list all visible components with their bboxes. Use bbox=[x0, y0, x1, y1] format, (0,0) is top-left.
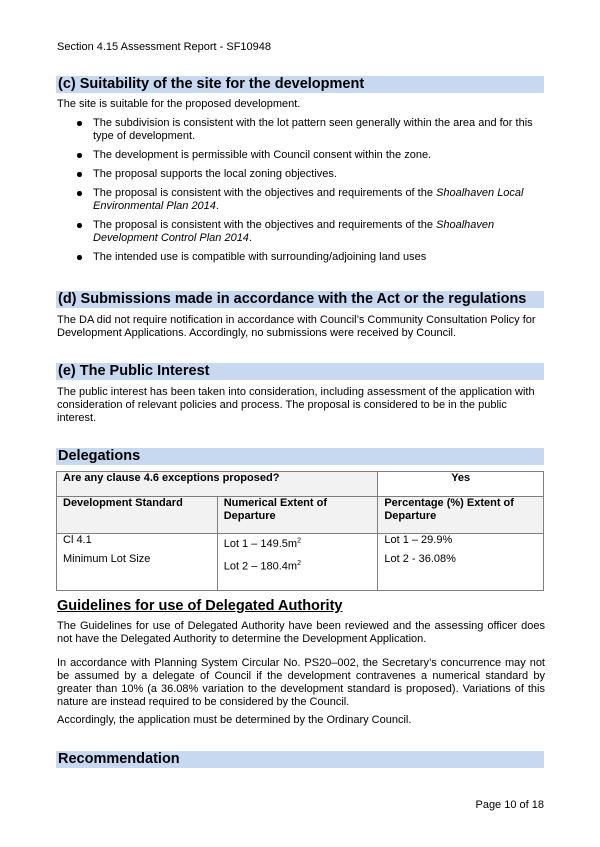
table-cell bbox=[217, 534, 378, 591]
lot1-departure: Lot $1 - 149.5m^2$ bbox=[223, 537, 301, 550]
guidelines-para-1: The Guidelines for use of Delegated Authority have been reviewed and the assessing officer does not have the Delegated Authority to determine the Development Application. bbox=[57, 620, 545, 645]
section-e-body: The public interest has been taken into consideration, including assessment of the application with consideration of relevant policies and process. The proposal is considered to be in the public interest. bbox=[57, 386, 535, 424]
column-header: Numerical Extent of Departure bbox=[217, 497, 378, 534]
bullet-punct: . bbox=[215, 200, 219, 212]
lot1-percentage: Lot 1 – 29.9% bbox=[384, 534, 453, 546]
bullet-text: The proposal supports the local zoning objectives. bbox=[93, 168, 337, 180]
table-row bbox=[57, 534, 544, 591]
lep-title: Shoalhaven Local Environmental Plan 2014 bbox=[93, 187, 524, 212]
delegations-heading: Delegations bbox=[56, 448, 544, 465]
section-e-heading: (e) The Public Interest bbox=[56, 363, 544, 380]
page-number: Page 10 of 18 bbox=[475, 799, 544, 811]
standard-name: Minimum Lot Size bbox=[63, 553, 151, 565]
suitability-list bbox=[57, 117, 545, 270]
list-item bbox=[57, 117, 545, 143]
table-header-row bbox=[57, 497, 544, 534]
guidelines-para-2: In accordance with Planning System Circular No. PS20–002, the Secretary’s concurrence may not be assumed by a delegate of Council if the development contravenes a numerical standard by greater than 10% (a 36.08% variation to the development standard is proposed). Variations of this nature are instead required to be considered by the Council. bbox=[57, 657, 545, 708]
table-cell bbox=[378, 534, 544, 591]
delegations-table bbox=[56, 471, 544, 591]
column-header: Percentage (%) Extent of Departure bbox=[378, 497, 544, 534]
recommendation-heading: Recommendation bbox=[56, 751, 544, 768]
bullet-text: The development is permissible with Council consent within the zone. bbox=[93, 149, 432, 161]
lot2-departure: Lot $2 - 180.4m^2$ bbox=[223, 559, 301, 573]
bullet-text: The proposal is consistent with the objectives and requirements of the bbox=[93, 187, 437, 199]
column-header: Development Standard bbox=[57, 497, 218, 534]
section-c-intro: The site is suitable for the proposed development. bbox=[57, 98, 301, 110]
guidelines-para-3: Accordingly, the application must be determined by the Ordinary Council. bbox=[57, 714, 412, 726]
bullet-text: The proposal is consistent with the objectives and requirements of the bbox=[93, 219, 437, 231]
list-item bbox=[57, 168, 545, 181]
bullet-punct: . bbox=[248, 232, 252, 244]
document-header: Section 4.15 Assessment Report - SF10948 bbox=[57, 41, 272, 53]
standard-clause: Cl 4.1 bbox=[63, 534, 92, 546]
list-item bbox=[57, 187, 545, 213]
superscript: 2 bbox=[297, 559, 301, 567]
lot2-percentage: Lot 2 - 36.08% bbox=[384, 553, 456, 565]
bullet-text: The intended use is compatible with surrounding/adjoining land uses bbox=[93, 251, 427, 263]
exceptions-answer: Yes bbox=[378, 472, 544, 497]
guidelines-heading: Guidelines for use of Delegated Authority bbox=[57, 598, 343, 614]
section-d-body: The DA did not require notification in accordance with Council’s Community Consultation Policy for Development Applications. Accordingly, no submissions were received by Council. bbox=[57, 314, 536, 339]
list-item bbox=[57, 251, 545, 264]
list-item bbox=[57, 149, 545, 162]
table-cell bbox=[57, 534, 218, 591]
table-row bbox=[57, 472, 544, 497]
dcp-title: Shoalhaven Development Control Plan 2014 bbox=[93, 219, 495, 244]
section-d-heading: (d) Submissions made in accordance with the Act or the regulations bbox=[56, 291, 544, 308]
list-item bbox=[57, 219, 545, 245]
bullet-text: The subdivision is consistent with the lot pattern seen generally within the area and for this type of development. bbox=[93, 117, 533, 142]
exceptions-question: Are any clause 4.6 exceptions proposed? bbox=[57, 472, 378, 497]
section-c-heading: (c) Suitability of the site for the development bbox=[56, 76, 544, 93]
superscript: 2 bbox=[297, 537, 301, 544]
